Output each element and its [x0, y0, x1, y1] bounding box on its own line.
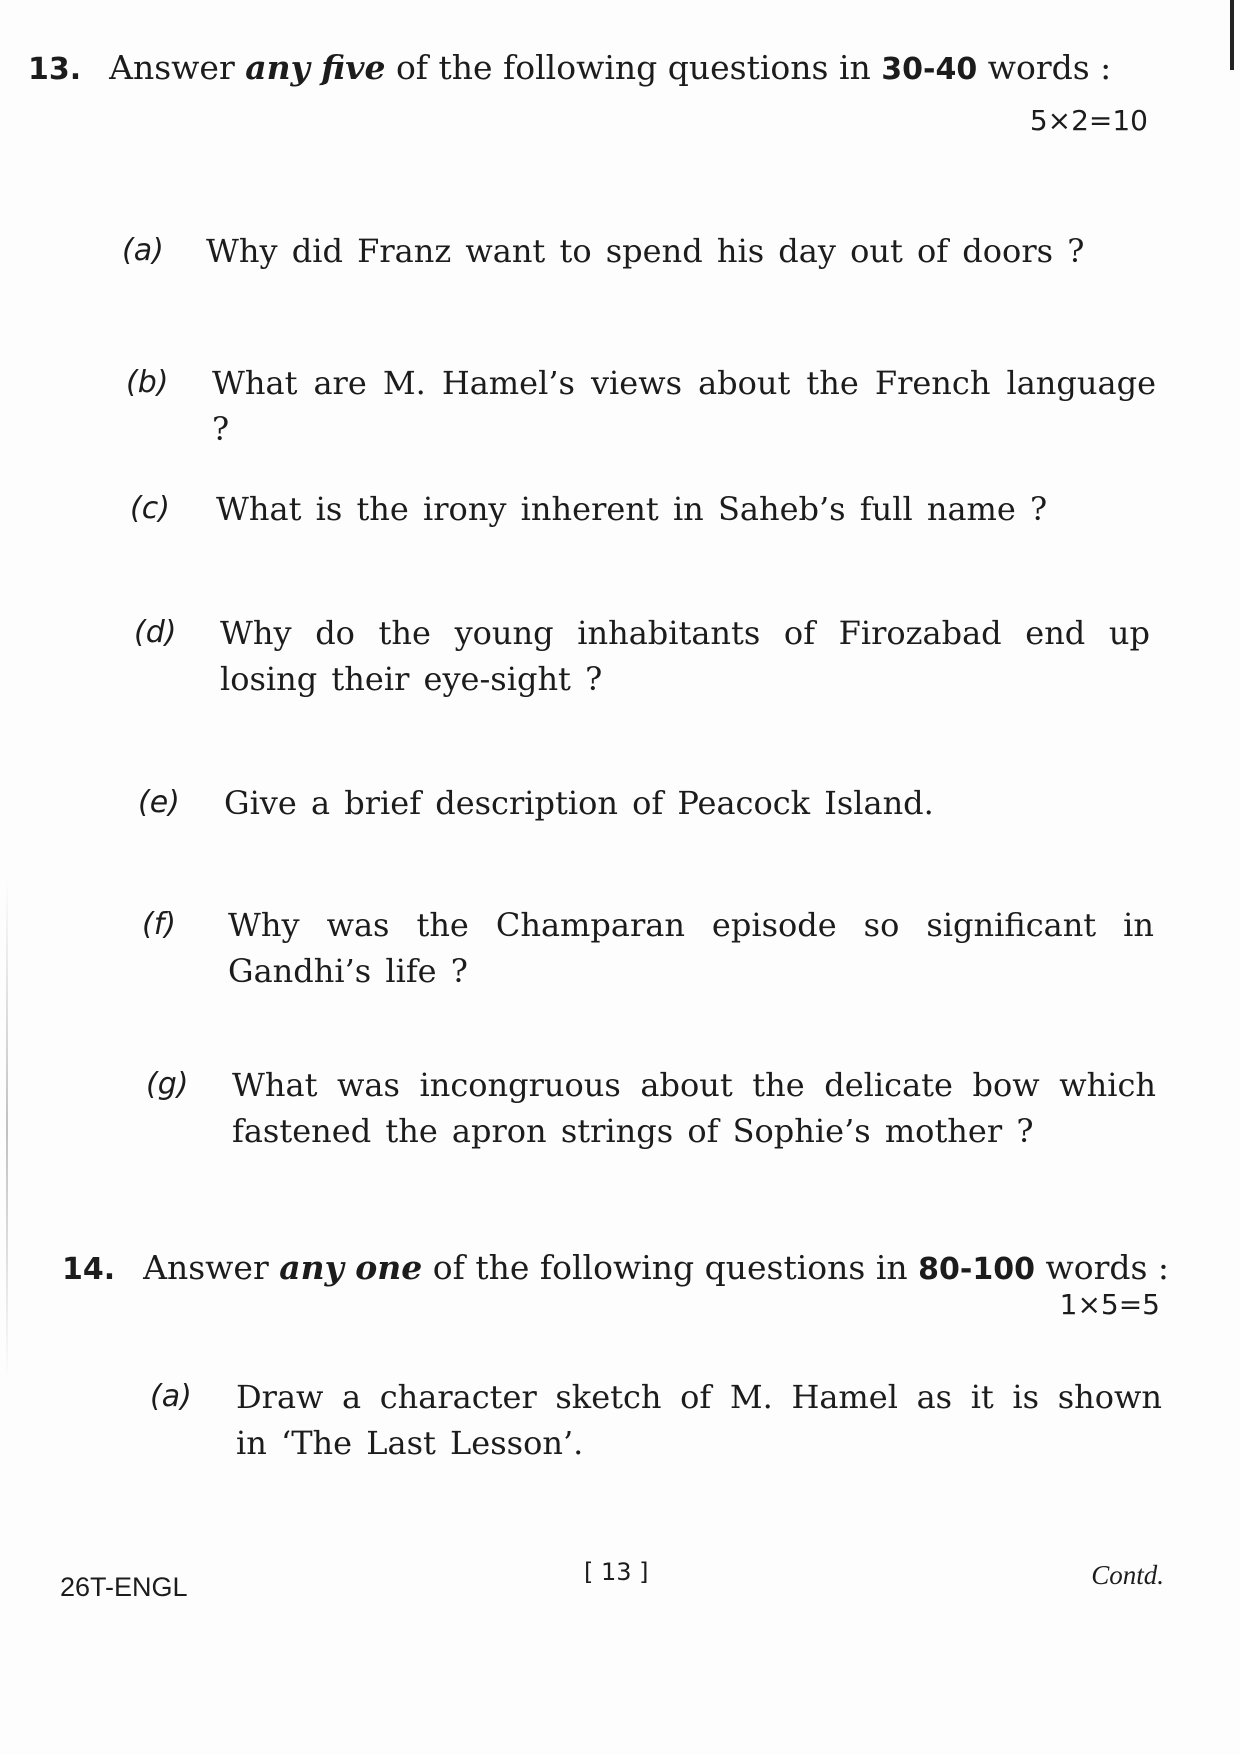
- question-13-item-d: [134, 610, 1150, 702]
- question-13-heading: 13. Answer any five of the following questions in 30-40 words :: [28, 48, 1111, 90]
- item-text: Why did Franz want to spend his day out of doors ?: [206, 232, 1085, 270]
- continued-note: Contd.: [1091, 1560, 1164, 1590]
- question-number: 14.: [62, 1252, 116, 1287]
- item-label: (f): [142, 907, 176, 942]
- word-limit: 80-100: [918, 1252, 1035, 1287]
- question-13-item-a: [122, 228, 1152, 274]
- item-text: Why was the Champaran episode so significant in Gandhi’s life ?: [228, 906, 1154, 990]
- item-label: (a): [150, 1379, 192, 1414]
- question-number: 13.: [28, 52, 82, 87]
- item-text: Why do the young inhabitants of Firozabad end up losing their eye-sight ?: [220, 614, 1150, 698]
- question-13-marks: 5×2=10: [1029, 104, 1148, 137]
- item-label: (g): [146, 1067, 189, 1102]
- question-14-heading: 14. Answer any one of the following questions in 80-100 words :: [62, 1248, 1169, 1290]
- question-13-item-f: [142, 902, 1154, 994]
- item-label: (c): [130, 491, 170, 526]
- item-label: (d): [134, 615, 177, 650]
- item-label: (a): [122, 233, 164, 268]
- question-13-item-c: [130, 486, 1130, 532]
- item-text: What are M. Hamel’s views about the French language ?: [212, 364, 1156, 448]
- scan-edge-mark: [1230, 0, 1234, 70]
- emphasis: any one: [279, 1248, 423, 1287]
- question-14-item-a: [150, 1374, 1162, 1466]
- item-text: What was incongruous about the delicate bow which fastened the apron strings of Sophie’s mother ?: [232, 1066, 1156, 1150]
- word-limit: 30-40: [881, 52, 978, 87]
- question-13-item-b: [126, 360, 1156, 448]
- item-label: (b): [126, 365, 169, 400]
- question-13-item-g: [146, 1062, 1156, 1154]
- page-number: [ 13 ]: [584, 1558, 649, 1586]
- item-text: Draw a character sketch of M. Hamel as it is shown in ‘The Last Lesson’.: [236, 1378, 1162, 1462]
- item-label: (e): [138, 785, 180, 820]
- item-text: Give a brief description of Peacock Island.: [224, 784, 934, 822]
- question-14-marks: 1×5=5: [1059, 1288, 1160, 1321]
- paper-code: 26T-ENGL: [60, 1572, 188, 1602]
- question-13-item-e: [138, 780, 1138, 826]
- emphasis: any five: [245, 48, 386, 87]
- item-text: What is the irony inherent in Saheb’s full name ?: [216, 490, 1048, 528]
- scan-edge-shadow: [6, 880, 8, 1380]
